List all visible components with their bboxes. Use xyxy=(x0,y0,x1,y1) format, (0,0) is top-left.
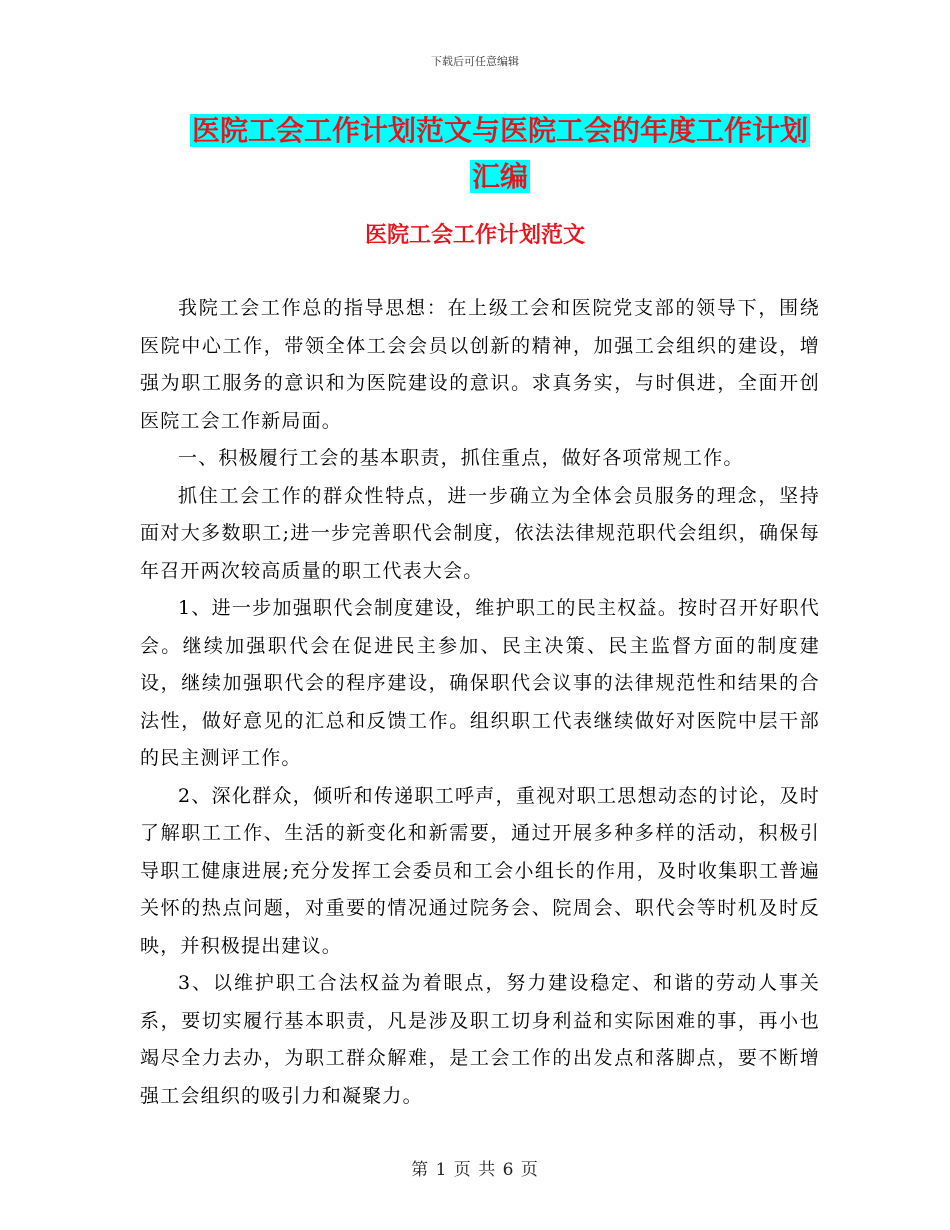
document-title xyxy=(190,108,810,200)
page-number-footer: 第 1 页 共 6 页 xyxy=(411,1160,539,1180)
page-header-note: 下载后可任意编辑 xyxy=(431,55,519,68)
paragraph: 2、深化群众，倾听和传递职工呼声，重视对职工思想动态的讨论，及时了解职工工作、生活的新变化和新需要，通过开展多种多样的活动，积极引导职工健康进展;充分发挥工会委员和工会小组长的作用，及时收集职工普遍关怀的热点问题，对重要的情况通过院务会、院周会、职代会等时机及时反映，并积极提出建议。 xyxy=(140,784,820,957)
document-body xyxy=(140,290,820,1115)
document-title-text: 医院工会工作计划范文与医院工会的年度工作计划汇编 xyxy=(192,114,809,193)
paragraph: 1、进一步加强职代会制度建设，维护职工的民主权益。按时召开好职代会。继续加强职代会在促进民主参加、民主决策、民主监督方面的制度建设，继续加强职代会的程序建设，确保职代会议事的法律规范性和结果的合法性，做好意见的汇总和反馈工作。组织职工代表继续做好对医院中层干部的民主测评工作。 xyxy=(140,597,820,769)
paragraph: 一、积极履行工会的基本职责，抓住重点，做好各项常规工作。 xyxy=(178,447,744,469)
paragraph: 3、以维护职工合法权益为着眼点，努力建设稳定、和谐的劳动人事关系，要切实履行基本职责，凡是涉及职工切身利益和实际困难的事，再小也竭尽全力去办，为职工群众解难，是工会工作的出发点和落脚点，要不断增强工会组织的吸引力和凝聚力。 xyxy=(140,972,820,1107)
paragraph: 我院工会工作总的指导思想：在上级工会和医院党支部的领导下，围绕医院中心工作，带领全体工会会员以创新的精神，加强工会组织的建设，增强为职工服务的意识和为医院建设的意识。求真务实，与时俱进，全面开创医院工会工作新局面。 xyxy=(140,297,820,432)
paragraph: 抓住工会工作的群众性特点，进一步确立为全体会员服务的理念，坚持面对大多数职工;进一步完善职代会制度，依法法律规范职代会组织，确保每年召开两次较高质量的职工代表大会。 xyxy=(140,484,820,582)
section-title: 医院工会工作计划范文 xyxy=(364,223,585,248)
